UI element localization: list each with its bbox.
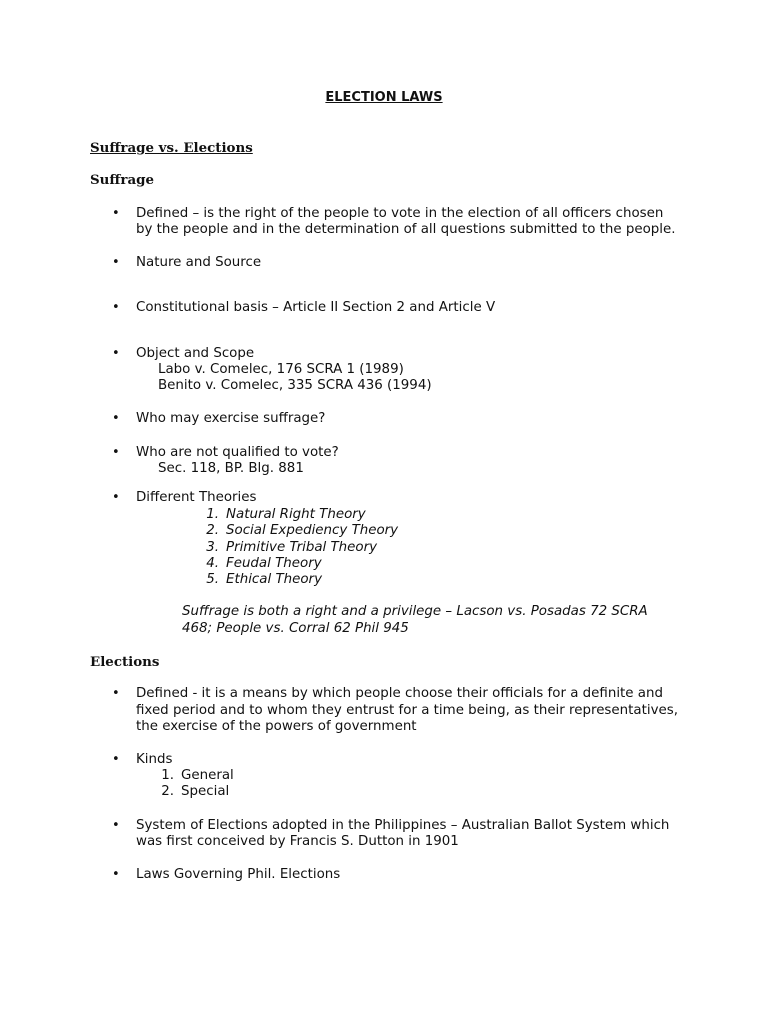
kinds-item: Kinds [136,752,173,767]
bullet-icon: • [112,867,120,882]
theory-number: 5. [206,572,219,587]
bullet-icon: • [112,818,120,833]
object-item: Object and Scope [136,346,255,361]
bullet-icon: • [112,346,120,361]
kind-item: Special [181,784,230,799]
constitutional-item: Constitutional basis – Article II Section 2 and Article V [136,300,496,315]
nature-item: Nature and Source [136,255,262,270]
suffrage-heading: Suffrage [90,172,155,188]
theories-item: Different Theories [136,490,257,505]
theory-number: 3. [206,540,219,555]
theory-item: Feudal Theory [226,556,322,571]
system-line-1: System of Elections adopted in the Philippines – Australian Ballot System which [136,818,670,833]
kind-number: 1. [161,768,174,783]
theory-item: Ethical Theory [226,572,322,587]
theory-number: 4. [206,556,219,571]
suffrage-defined-line-1: Defined – is the right of the people to vote in the election of all officers chosen [136,206,664,221]
bullet-icon: • [112,411,120,426]
elections-defined-line-2: fixed period and to whom they entrust for a time being, as their representatives, [136,703,678,718]
bullet-icon: • [112,300,120,315]
theory-item: Natural Right Theory [226,507,366,522]
theory-item: Primitive Tribal Theory [226,540,378,555]
kind-item: General [181,768,234,783]
kind-number: 2. [161,784,174,799]
suffrage-note-line-1: Suffrage is both a right and a privilege – Lacson vs. Posadas 72 SCRA [182,604,648,619]
bullet-icon: • [112,445,120,460]
bullet-icon: • [112,490,120,505]
suffrage-note-line-2: 468; People vs. Corral 62 Phil 945 [182,621,409,636]
case-citation: Labo v. Comelec, 176 SCRA 1 (1989) [158,362,404,377]
theory-item: Social Expediency Theory [226,523,399,538]
laws-item: Laws Governing Phil. Elections [136,867,341,882]
theory-number: 2. [206,523,219,538]
document-title: ELECTION LAWS [325,90,443,105]
section-heading: Suffrage vs. Elections [90,140,253,156]
case-citation: Benito v. Comelec, 335 SCRA 436 (1994) [158,378,432,393]
bullet-icon: • [112,206,120,221]
bullet-icon: • [112,752,120,767]
section-citation: Sec. 118, BP. Blg. 881 [158,461,304,476]
bullet-icon: • [112,255,120,270]
who-not-item: Who are not qualified to vote? [136,445,339,460]
theory-number: 1. [206,507,219,522]
bullet-icon: • [112,686,120,701]
who-may-item: Who may exercise suffrage? [136,411,326,426]
elections-defined-line-1: Defined - it is a means by which people choose their officials for a definite and [136,686,663,701]
suffrage-defined-line-2: by the people and in the determination of all questions submitted to the people. [136,222,676,237]
system-line-2: was first conceived by Francis S. Dutton in 1901 [136,834,459,849]
elections-defined-line-3: the exercise of the powers of government [136,719,417,734]
elections-heading: Elections [90,654,160,670]
